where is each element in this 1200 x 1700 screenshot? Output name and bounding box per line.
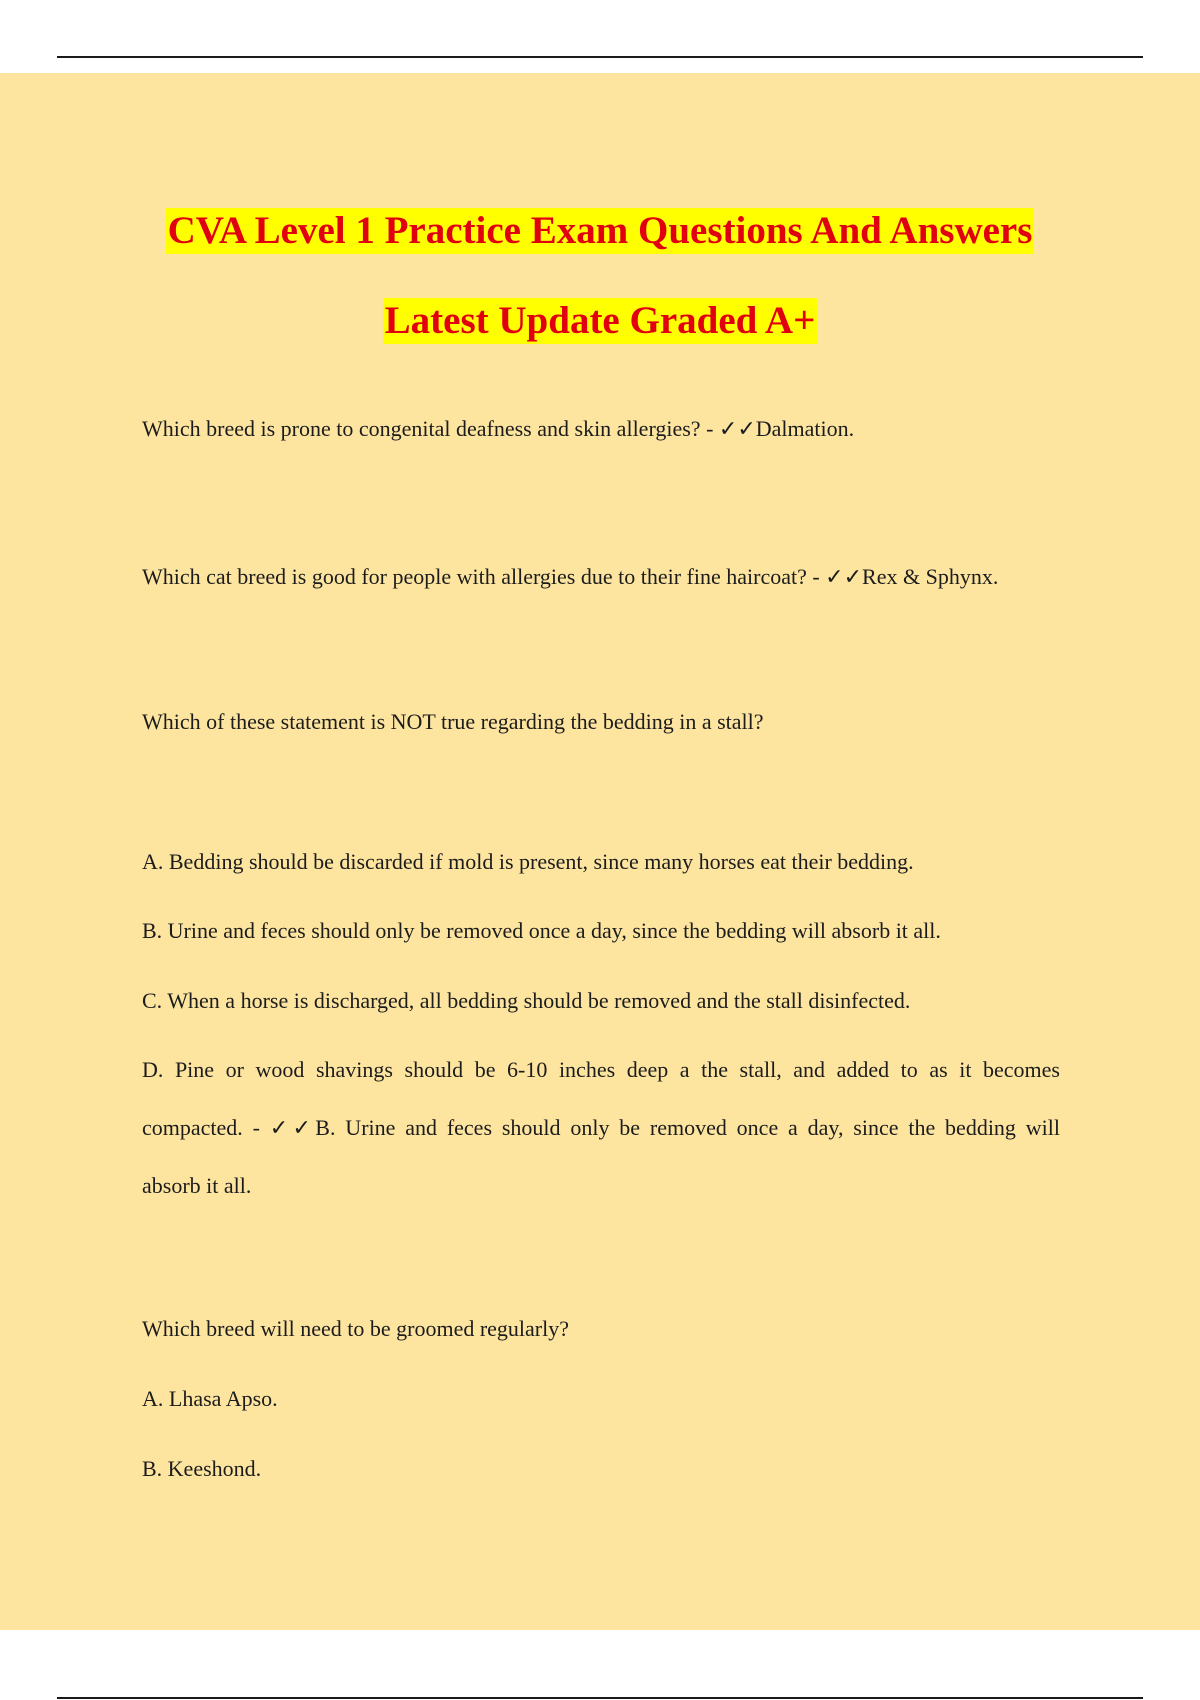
top-rule (57, 56, 1143, 58)
question-3-option-a: A. Bedding should be discarded if mold is present, since many horses eat their bedding. (142, 849, 914, 874)
question-4: Which breed will need to be groomed regularly? (142, 1316, 570, 1341)
question-3-option-b: B. Urine and feces should only be removed once a day, since the bedding will absorb it all. (142, 918, 941, 943)
question-3-option-d (142, 1055, 1060, 1229)
option-d-line-1: D. Pine or wood shavings should be 6-10 inches deep a the stall, and added to as it becomes (142, 1057, 1060, 1082)
question-3: Which of these statement is NOT true regarding the bedding in a stall? (142, 709, 764, 734)
document-title (0, 208, 1200, 388)
question-3-option-c: C. When a horse is discharged, all bedding should be removed and the stall disinfected. (142, 988, 911, 1013)
question-1: Which breed is prone to congenital deafness and skin allergies? - ✓✓Dalmation. (142, 416, 855, 441)
title-line-1: CVA Level 1 Practice Exam Questions And Answers (167, 209, 1033, 252)
question-2: Which cat breed is good for people with allergies due to their fine haircoat? - ✓✓Rex & Sphynx. (142, 564, 999, 589)
option-d-line-3: absorb it all. (142, 1173, 252, 1198)
title-line-2: Latest Update Graded A+ (384, 299, 816, 342)
question-4-option-a: A. Lhasa Apso. (142, 1386, 278, 1411)
bottom-rule (57, 1697, 1143, 1699)
option-d-line-2: compacted. - ✓✓B. Urine and feces should only be removed once a day, since the bedding will (142, 1115, 1060, 1140)
question-4-option-b: B. Keeshond. (142, 1456, 262, 1481)
